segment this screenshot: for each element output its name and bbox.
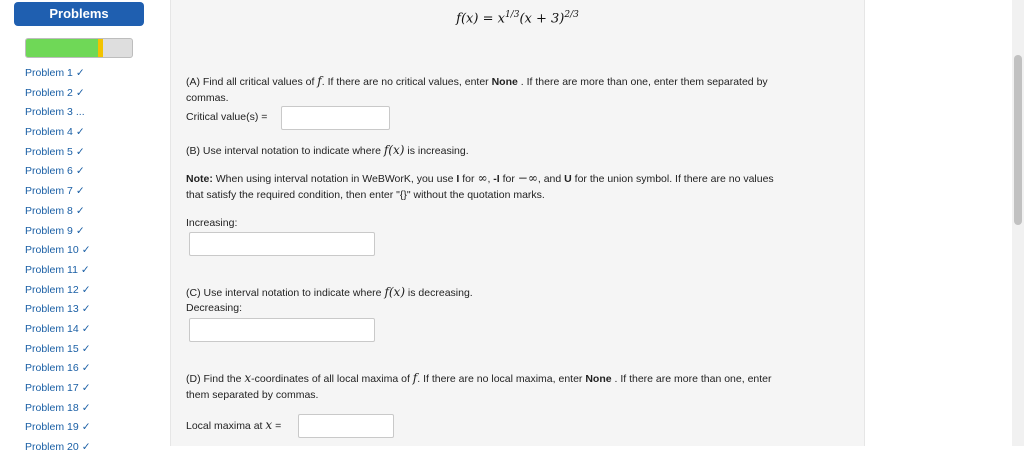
local-maxima-input[interactable] xyxy=(298,414,394,438)
problem-label: Problem 1 xyxy=(25,67,73,79)
problem-label: Problem 6 xyxy=(25,165,73,178)
problems-header: Problems xyxy=(14,2,144,26)
problem-label: Problem 19 xyxy=(25,421,79,434)
problem-panel xyxy=(170,0,865,446)
checkmark-icon: ✓ xyxy=(75,185,85,198)
progress-attempted xyxy=(98,39,103,57)
problem-list xyxy=(25,64,91,458)
critical-values-input[interactable] xyxy=(281,106,390,130)
part-d-question: (D) Find the x-coordinates of all local maxima of f. If there are no local maxima, enter None . If there are more than one, enter them separated by commas. xyxy=(186,371,772,401)
checkmark-icon: ✓ xyxy=(80,263,90,276)
checkmark-icon: ✓ xyxy=(81,322,91,335)
problem-link[interactable] xyxy=(25,399,91,419)
problem-link[interactable] xyxy=(25,64,91,84)
progress-bar xyxy=(25,38,133,58)
increasing-label: Increasing: xyxy=(186,217,238,229)
checkmark-icon: ✓ xyxy=(81,303,91,316)
problem-link[interactable] xyxy=(25,202,91,222)
problem-label: Problem 17 xyxy=(25,382,79,394)
checkmark-icon: ✓ xyxy=(81,342,91,355)
problem-link[interactable] xyxy=(25,84,91,104)
problem-label: Problem 7 xyxy=(25,185,73,198)
checkmark-icon: ✓ xyxy=(75,165,85,178)
decreasing-label: Decreasing: xyxy=(186,302,243,314)
problem-label: Problem 11 xyxy=(25,263,78,276)
increasing-input[interactable] xyxy=(189,232,375,256)
problem-label: Problem 9 xyxy=(25,224,73,237)
problem-label: Problem 13 xyxy=(25,303,79,316)
part-c-question: (C) Use interval notation to indicate where f(x) is decreasing. xyxy=(186,285,473,299)
problem-link[interactable] xyxy=(25,418,91,438)
checkmark-icon: ✓ xyxy=(75,86,85,99)
problem-label: Problem 3 xyxy=(25,106,73,119)
checkmark-icon: ✓ xyxy=(81,283,91,296)
problem-label: Problem 5 xyxy=(25,145,73,158)
in-progress-icon: ... xyxy=(75,106,85,119)
checkmark-icon: ✓ xyxy=(75,204,85,217)
local-maxima-label: Local maxima at x = xyxy=(186,418,282,432)
problem-link[interactable] xyxy=(25,340,91,360)
problem-link[interactable] xyxy=(25,162,91,182)
problem-link[interactable] xyxy=(25,182,91,202)
scrollbar-thumb[interactable] xyxy=(1014,55,1022,225)
problem-link[interactable] xyxy=(25,438,91,458)
problem-link[interactable] xyxy=(25,300,91,320)
checkmark-icon: ✓ xyxy=(81,421,91,434)
decreasing-input[interactable] xyxy=(189,318,375,342)
checkmark-icon: ✓ xyxy=(81,362,91,375)
checkmark-icon: ✓ xyxy=(81,244,91,257)
problem-link[interactable] xyxy=(25,143,91,163)
function-formula: $f(x) = x^{1/3}(x + 3)^{2/3}$ xyxy=(456,10,579,27)
problem-label: Problem 10 xyxy=(25,244,79,257)
checkmark-icon: ✓ xyxy=(81,382,91,394)
problem-link[interactable] xyxy=(25,103,91,123)
problem-label: Problem 4 xyxy=(25,126,73,139)
checkmark-icon: ✓ xyxy=(75,126,85,139)
checkmark-icon: ✓ xyxy=(75,145,85,158)
checkmark-icon: ✓ xyxy=(81,441,91,454)
problem-link[interactable] xyxy=(25,379,91,399)
problem-label: Problem 12 xyxy=(25,283,79,296)
checkmark-icon: ✓ xyxy=(75,224,85,237)
problem-link[interactable] xyxy=(25,261,91,281)
problem-link[interactable] xyxy=(25,222,91,242)
problem-link[interactable] xyxy=(25,123,91,143)
problem-link[interactable] xyxy=(25,359,91,379)
problem-label: Problem 8 xyxy=(25,204,73,217)
problem-link[interactable] xyxy=(25,281,91,301)
problem-label: Problem 20 xyxy=(25,441,79,454)
problem-label: Problem 15 xyxy=(25,342,79,355)
problem-link[interactable] xyxy=(25,241,91,261)
problems-sidebar xyxy=(0,0,160,454)
part-b-question: (B) Use interval notation to indicate where f(x) is increasing. xyxy=(186,143,469,157)
problem-label: Problem 16 xyxy=(25,362,79,375)
problem-link[interactable] xyxy=(25,320,91,340)
progress-correct xyxy=(26,39,99,57)
problem-label: Problem 2 xyxy=(25,86,73,99)
critical-values-label: Critical value(s) = xyxy=(186,111,268,123)
problem-label: Problem 18 xyxy=(25,401,79,414)
interval-notation-note: Note: When using interval notation in WeBWorK, you use I for ∞, -I for −∞, and U for the union symbol. If there are no values that satisfy the required condition, then enter "{}" without the quotation marks. xyxy=(186,171,774,201)
part-a-question: (A) Find all critical values of f. If there are no critical values, enter None . If there are more than one, enter them separated by commas. xyxy=(186,74,768,104)
problem-label: Problem 14 xyxy=(25,322,79,335)
checkmark-icon: ✓ xyxy=(75,67,85,79)
checkmark-icon: ✓ xyxy=(81,401,91,414)
